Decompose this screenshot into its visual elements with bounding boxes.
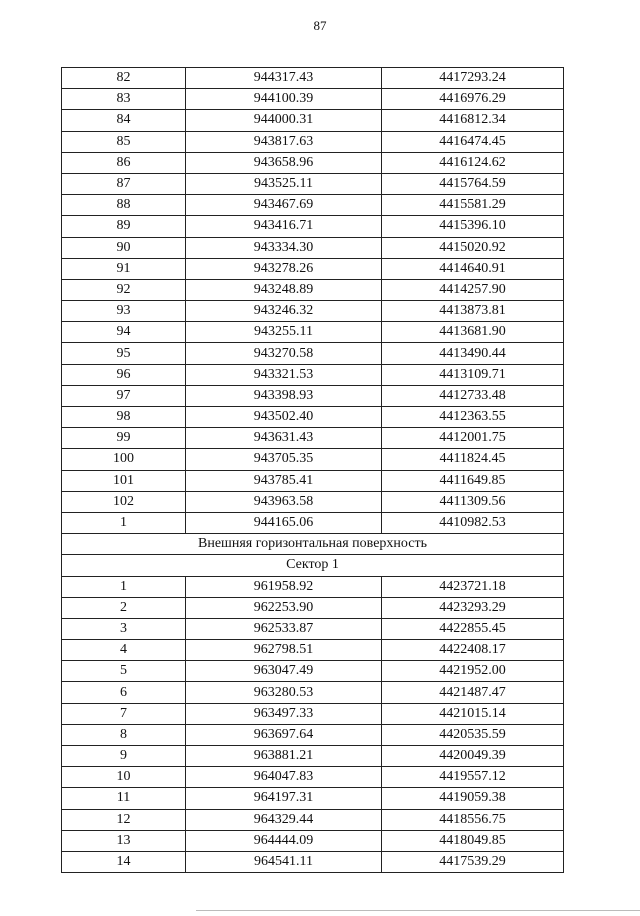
point-number: 84 [62,110,186,131]
table-row [62,216,564,237]
coordinate-x: 962253.90 [186,597,382,618]
coordinate-y: 4412733.48 [382,385,564,406]
point-number: 88 [62,195,186,216]
coordinate-x: 943785.41 [186,470,382,491]
point-number: 10 [62,767,186,788]
coordinates-table [61,67,564,873]
coordinate-y: 4420049.39 [382,746,564,767]
coordinate-x: 944165.06 [186,512,382,533]
point-number: 8 [62,724,186,745]
coordinate-x: 964197.31 [186,788,382,809]
table-row [62,407,564,428]
point-number: 7 [62,703,186,724]
point-number: 97 [62,385,186,406]
coordinate-x: 943255.11 [186,322,382,343]
table-row [62,173,564,194]
table-row [62,110,564,131]
coordinate-x: 962798.51 [186,640,382,661]
coordinate-x: 943631.43 [186,428,382,449]
point-number: 89 [62,216,186,237]
coordinate-y: 4421015.14 [382,703,564,724]
point-number: 11 [62,788,186,809]
coordinate-y: 4415396.10 [382,216,564,237]
point-number: 100 [62,449,186,470]
table-row [62,661,564,682]
table-row [62,89,564,110]
coordinate-y: 4420535.59 [382,724,564,745]
table-row [62,597,564,618]
coordinate-x: 964444.09 [186,830,382,851]
coordinate-x: 944100.39 [186,89,382,110]
point-number: 98 [62,407,186,428]
coordinate-y: 4418049.85 [382,830,564,851]
coordinate-y: 4416812.34 [382,110,564,131]
coordinate-y: 4413873.81 [382,301,564,322]
table-row [62,237,564,258]
point-number: 3 [62,618,186,639]
coordinate-x: 943334.30 [186,237,382,258]
table-row [62,809,564,830]
point-number: 85 [62,131,186,152]
coordinate-y: 4416474.45 [382,131,564,152]
point-number: 14 [62,851,186,872]
coordinate-y: 4417539.29 [382,851,564,872]
page-number: 87 [313,18,327,33]
table-row [62,576,564,597]
point-number: 86 [62,152,186,173]
coordinate-x: 963047.49 [186,661,382,682]
point-number: 91 [62,258,186,279]
table-row [62,682,564,703]
table-row [62,746,564,767]
coordinate-x: 943705.35 [186,449,382,470]
point-number: 101 [62,470,186,491]
table-row [62,724,564,745]
coordinate-x: 963697.64 [186,724,382,745]
coordinate-y: 4413681.90 [382,322,564,343]
point-number: 94 [62,322,186,343]
point-number: 2 [62,597,186,618]
point-number: 5 [62,661,186,682]
point-number: 92 [62,279,186,300]
coordinate-y: 4423293.29 [382,597,564,618]
table-row [62,68,564,89]
table-row [62,322,564,343]
table-row [62,618,564,639]
coordinate-x: 943963.58 [186,491,382,512]
table-row [62,851,564,872]
point-number: 102 [62,491,186,512]
coordinate-y: 4416976.29 [382,89,564,110]
coordinate-y: 4418556.75 [382,809,564,830]
table-row [62,301,564,322]
coordinate-x: 944317.43 [186,68,382,89]
point-number: 83 [62,89,186,110]
coordinate-x: 961958.92 [186,576,382,597]
coordinate-x: 964047.83 [186,767,382,788]
table-row [62,152,564,173]
coordinate-y: 4414257.90 [382,279,564,300]
coordinate-y: 4415020.92 [382,237,564,258]
coordinate-y: 4414640.91 [382,258,564,279]
coordinate-x: 943658.96 [186,152,382,173]
coordinate-x: 963881.21 [186,746,382,767]
coordinate-x: 943416.71 [186,216,382,237]
table-row [62,279,564,300]
coordinate-x: 943246.32 [186,301,382,322]
section-heading: Внешняя горизонтальная поверхность [62,534,564,555]
coordinate-y: 4412363.55 [382,407,564,428]
section-heading-row [62,555,564,576]
coordinate-y: 4419557.12 [382,767,564,788]
table-row [62,343,564,364]
page-edge-line [196,910,640,911]
point-number: 99 [62,428,186,449]
table-row [62,640,564,661]
table-row [62,131,564,152]
coordinate-x: 943270.58 [186,343,382,364]
coordinate-x: 943817.63 [186,131,382,152]
coordinate-x: 943502.40 [186,407,382,428]
coordinate-x: 943321.53 [186,364,382,385]
point-number: 4 [62,640,186,661]
coordinate-x: 943248.89 [186,279,382,300]
coordinate-y: 4423721.18 [382,576,564,597]
coordinate-y: 4411649.85 [382,470,564,491]
coordinate-y: 4421952.00 [382,661,564,682]
table-row [62,449,564,470]
coordinate-x: 943525.11 [186,173,382,194]
coordinate-y: 4422855.45 [382,618,564,639]
point-number: 1 [62,512,186,533]
point-number: 12 [62,809,186,830]
coordinate-x: 964541.11 [186,851,382,872]
coordinate-x: 943278.26 [186,258,382,279]
coordinate-y: 4417293.24 [382,68,564,89]
table-row [62,767,564,788]
table-row [62,830,564,851]
point-number: 87 [62,173,186,194]
point-number: 82 [62,68,186,89]
coordinates-table-body [62,68,564,873]
coordinate-y: 4411824.45 [382,449,564,470]
coordinate-y: 4419059.38 [382,788,564,809]
point-number: 6 [62,682,186,703]
point-number: 93 [62,301,186,322]
coordinate-y: 4411309.56 [382,491,564,512]
section-heading-row [62,534,564,555]
table-row [62,364,564,385]
table-row [62,428,564,449]
table-row [62,385,564,406]
table-row [62,195,564,216]
coordinate-y: 4410982.53 [382,512,564,533]
table-row [62,788,564,809]
coordinate-x: 962533.87 [186,618,382,639]
coordinate-y: 4416124.62 [382,152,564,173]
table-row [62,491,564,512]
coordinate-y: 4413109.71 [382,364,564,385]
point-number: 90 [62,237,186,258]
coordinate-y: 4415581.29 [382,195,564,216]
point-number: 9 [62,746,186,767]
coordinate-x: 943467.69 [186,195,382,216]
coordinate-x: 963497.33 [186,703,382,724]
coordinate-x: 963280.53 [186,682,382,703]
table-row [62,470,564,491]
point-number: 96 [62,364,186,385]
point-number: 95 [62,343,186,364]
coordinate-y: 4421487.47 [382,682,564,703]
table-row [62,258,564,279]
coordinate-y: 4412001.75 [382,428,564,449]
section-heading: Сектор 1 [62,555,564,576]
coordinate-y: 4422408.17 [382,640,564,661]
coordinate-x: 944000.31 [186,110,382,131]
coordinate-x: 943398.93 [186,385,382,406]
point-number: 13 [62,830,186,851]
point-number: 1 [62,576,186,597]
coordinate-x: 964329.44 [186,809,382,830]
coordinate-y: 4415764.59 [382,173,564,194]
coordinate-y: 4413490.44 [382,343,564,364]
table-row [62,512,564,533]
table-row [62,703,564,724]
